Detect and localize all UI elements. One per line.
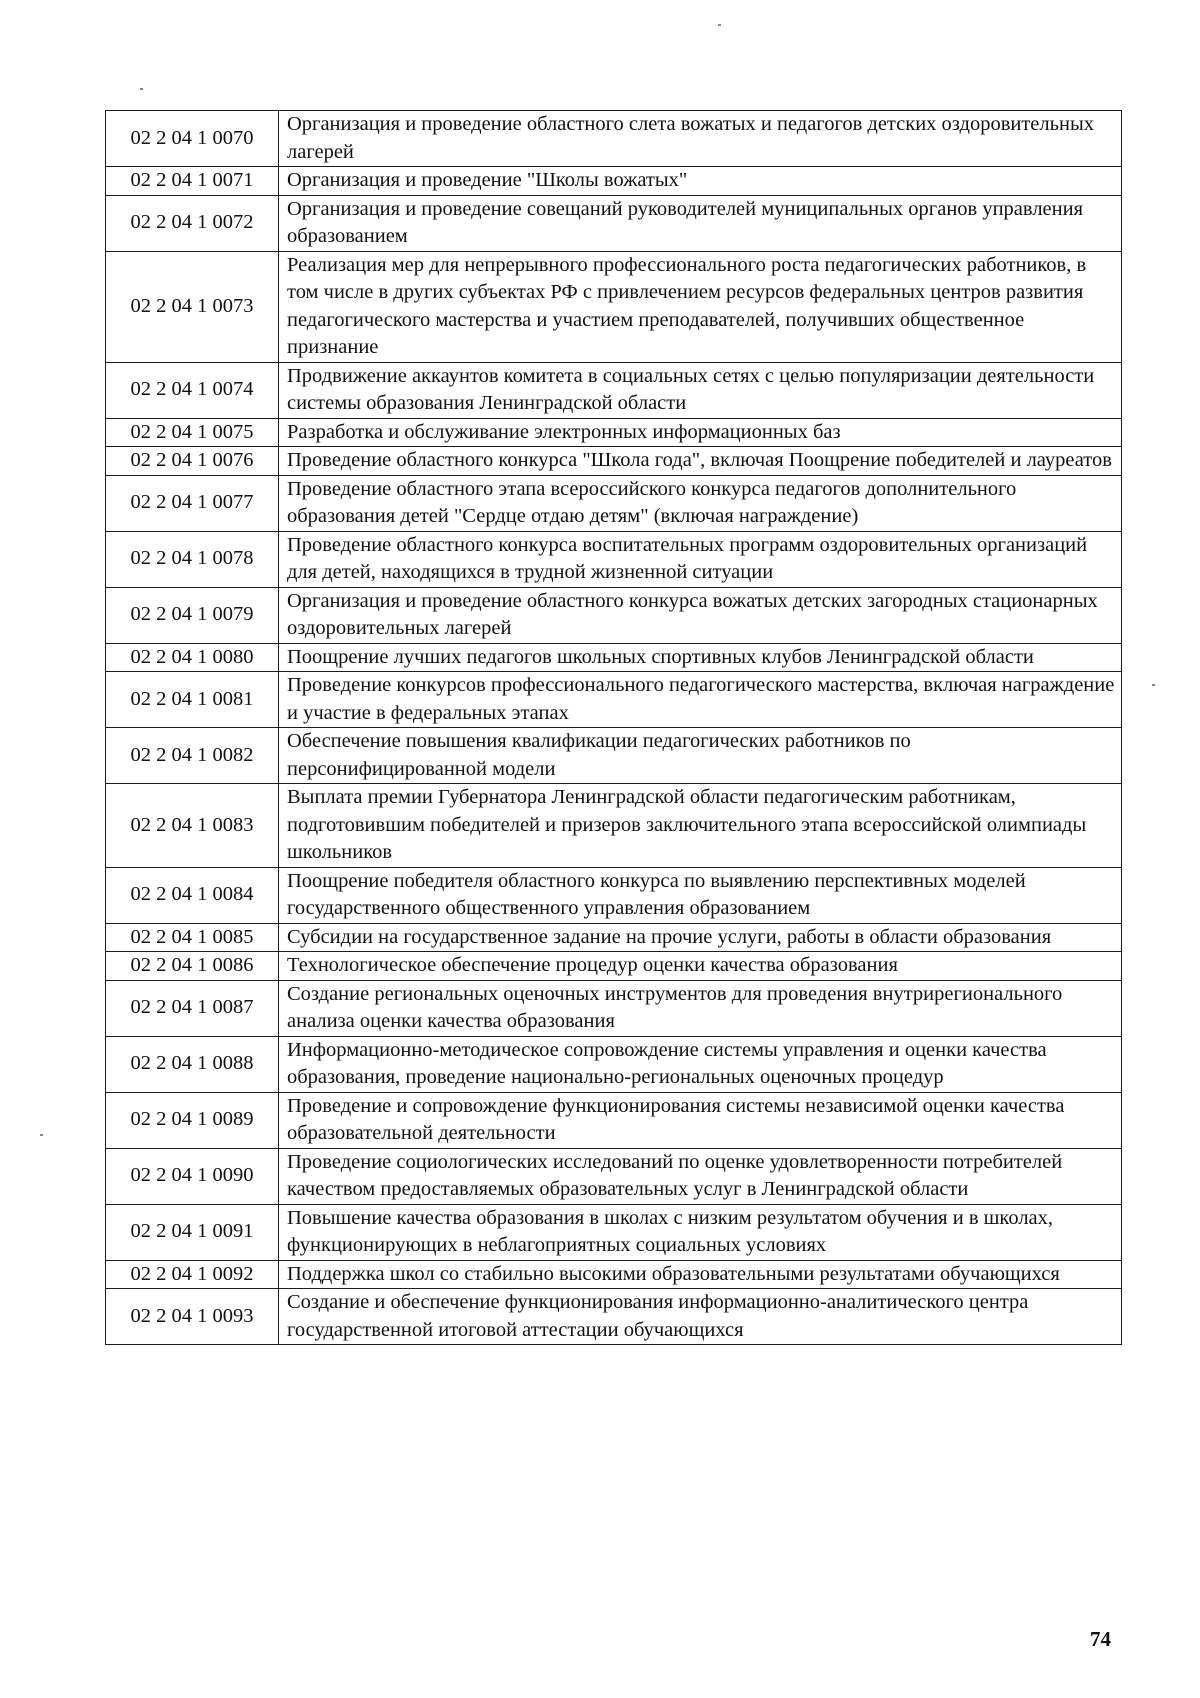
scan-speck: [1152, 684, 1155, 686]
scan-speck: [140, 88, 143, 90]
table-row: [106, 1289, 1122, 1345]
table-row: [106, 643, 1122, 672]
row-code: 02 2 04 1 0077: [106, 475, 279, 531]
row-description: Поощрение победителя областного конкурса по выявлению перспективных моделей государственного общественного управления образованием: [279, 867, 1122, 923]
table-row: [106, 251, 1122, 362]
row-code: 02 2 04 1 0087: [106, 980, 279, 1036]
table-row: [106, 167, 1122, 196]
row-code: 02 2 04 1 0083: [106, 784, 279, 868]
row-description: Разработка и обслуживание электронных информационных баз: [279, 418, 1122, 447]
table-row: [106, 1204, 1122, 1260]
row-code: 02 2 04 1 0080: [106, 643, 279, 672]
row-description: Проведение социологических исследований по оценке удовлетворенности потребителей качеством предоставляемых образовательных услуг в Ленинградской области: [279, 1148, 1122, 1204]
table-row: [106, 111, 1122, 167]
row-description: Повышение качества образования в школах с низким результатом обучения и в школах, функционирующих в неблагоприятных социальных условиях: [279, 1204, 1122, 1260]
row-code: 02 2 04 1 0084: [106, 867, 279, 923]
row-code: 02 2 04 1 0086: [106, 952, 279, 981]
page-number: 74: [1090, 1627, 1111, 1651]
row-code: 02 2 04 1 0078: [106, 531, 279, 587]
row-code: 02 2 04 1 0070: [106, 111, 279, 167]
row-description: Проведение конкурсов профессионального педагогического мастерства, включая награждение и участие в федеральных этапах: [279, 672, 1122, 728]
row-description: Создание региональных оценочных инструментов для проведения внутрирегионального анализа оценки качества образования: [279, 980, 1122, 1036]
table-row: [106, 587, 1122, 643]
table-row: [106, 923, 1122, 952]
row-description: Технологическое обеспечение процедур оценки качества образования: [279, 952, 1122, 981]
row-code: 02 2 04 1 0079: [106, 587, 279, 643]
row-description: Поощрение лучших педагогов школьных спортивных клубов Ленинградской области: [279, 643, 1122, 672]
row-code: 02 2 04 1 0090: [106, 1148, 279, 1204]
row-code: 02 2 04 1 0073: [106, 251, 279, 362]
row-code: 02 2 04 1 0076: [106, 447, 279, 476]
row-code: 02 2 04 1 0072: [106, 195, 279, 251]
row-description: Субсидии на государственное задание на прочие услуги, работы в области образования: [279, 923, 1122, 952]
scan-speck: [40, 1134, 43, 1136]
table-row: [106, 1148, 1122, 1204]
row-code: 02 2 04 1 0089: [106, 1092, 279, 1148]
table-row: [106, 362, 1122, 418]
table-row: [106, 447, 1122, 476]
row-description: Организация и проведение областного слета вожатых и педагогов детских оздоровительных лагерей: [279, 111, 1122, 167]
row-description: Создание и обеспечение функционирования информационно-аналитического центра государственной итоговой аттестации обучающихся: [279, 1289, 1122, 1345]
row-code: 02 2 04 1 0085: [106, 923, 279, 952]
row-code: 02 2 04 1 0092: [106, 1260, 279, 1289]
row-description: Информационно-методическое сопровождение системы управления и оценки качества образования, проведение национально-региональных оценочных процедур: [279, 1036, 1122, 1092]
table-row: [106, 980, 1122, 1036]
row-code: 02 2 04 1 0088: [106, 1036, 279, 1092]
table-row: [106, 1036, 1122, 1092]
row-description: Организация и проведение областного конкурса вожатых детских загородных стационарных оздоровительных лагерей: [279, 587, 1122, 643]
table-row: [106, 728, 1122, 784]
table-row: [106, 672, 1122, 728]
row-description: Организация и проведение совещаний руководителей муниципальных органов управления образованием: [279, 195, 1122, 251]
table-row: [106, 531, 1122, 587]
row-code: 02 2 04 1 0093: [106, 1289, 279, 1345]
table-row: [106, 475, 1122, 531]
table-row: [106, 1092, 1122, 1148]
row-code: 02 2 04 1 0071: [106, 167, 279, 196]
table-row: [106, 1260, 1122, 1289]
budget-code-table: [105, 110, 1122, 1345]
table-body: [106, 111, 1122, 1345]
row-description: Поддержка школ со стабильно высокими образовательными результатами обучающихся: [279, 1260, 1122, 1289]
table-row: [106, 418, 1122, 447]
row-description: Проведение областного этапа всероссийского конкурса педагогов дополнительного образования детей "Сердце отдаю детям" (включая награждение): [279, 475, 1122, 531]
row-description: Реализация мер для непрерывного профессионального роста педагогических работников, в том числе в других субъектах РФ с привлечением ресурсов федеральных центров развития педагогического мастерства и участием преподавателей, получивших общественное признание: [279, 251, 1122, 362]
table-row: [106, 195, 1122, 251]
row-code: 02 2 04 1 0074: [106, 362, 279, 418]
row-code: 02 2 04 1 0075: [106, 418, 279, 447]
row-code: 02 2 04 1 0082: [106, 728, 279, 784]
row-description: Продвижение аккаунтов комитета в социальных сетях с целью популяризации деятельности системы образования Ленинградской области: [279, 362, 1122, 418]
row-description: Организация и проведение "Школы вожатых": [279, 167, 1122, 196]
row-description: Обеспечение повышения квалификации педагогических работников по персонифицированной модели: [279, 728, 1122, 784]
table-row: [106, 784, 1122, 868]
row-description: Выплата премии Губернатора Ленинградской области педагогическим работникам, подготовившим победителей и призеров заключительного этапа всероссийской олимпиады школьников: [279, 784, 1122, 868]
row-description: Проведение и сопровождение функционирования системы независимой оценки качества образовательной деятельности: [279, 1092, 1122, 1148]
row-code: 02 2 04 1 0091: [106, 1204, 279, 1260]
row-code: 02 2 04 1 0081: [106, 672, 279, 728]
table-row: [106, 867, 1122, 923]
row-description: Проведение областного конкурса "Школа года", включая Поощрение победителей и лауреатов: [279, 447, 1122, 476]
table-row: [106, 952, 1122, 981]
row-description: Проведение областного конкурса воспитательных программ оздоровительных организаций для детей, находящихся в трудной жизненной ситуации: [279, 531, 1122, 587]
scan-speck: [718, 24, 721, 26]
